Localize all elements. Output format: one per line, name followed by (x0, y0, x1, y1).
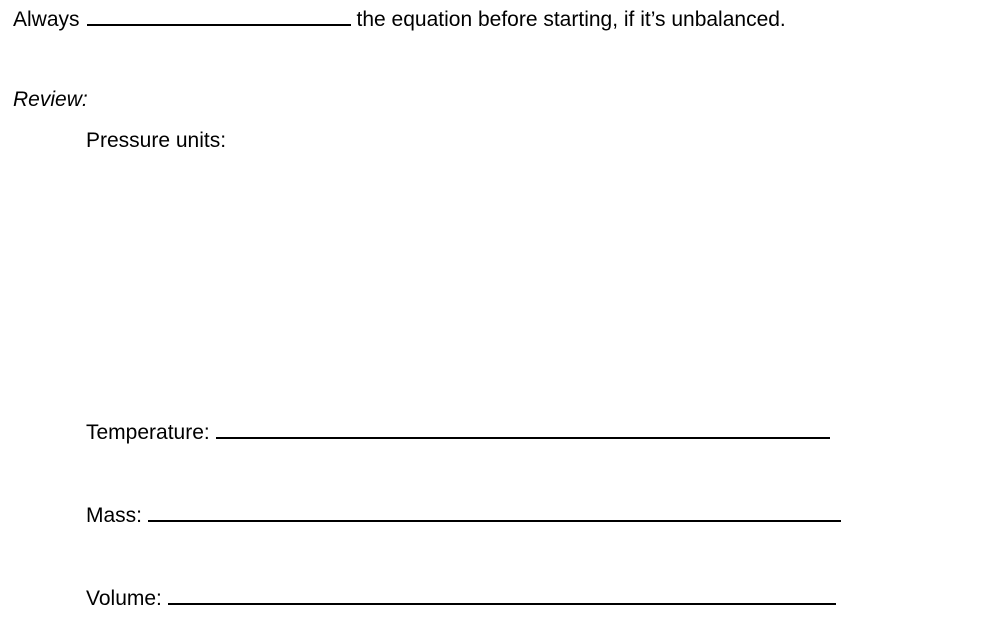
temperature-label: Temperature: (86, 421, 210, 444)
review-heading-text: Review: (13, 88, 88, 111)
instruction-lead: Always (13, 8, 80, 31)
instruction-tail: the equation before starting, if it’s unbalanced. (356, 8, 786, 31)
instruction-blank[interactable] (87, 6, 351, 26)
volume-label: Volume: (86, 587, 162, 610)
mass-line (86, 502, 847, 528)
instruction-line (13, 6, 786, 32)
pressure-units-line (86, 129, 226, 153)
review-heading (13, 88, 88, 112)
temperature-blank[interactable] (216, 419, 830, 439)
mass-label: Mass: (86, 504, 143, 527)
pressure-units-label: Pressure units: (86, 129, 227, 152)
mass-blank[interactable] (148, 502, 841, 522)
volume-blank[interactable] (168, 585, 836, 605)
temperature-line (86, 419, 836, 445)
volume-line (86, 585, 842, 611)
